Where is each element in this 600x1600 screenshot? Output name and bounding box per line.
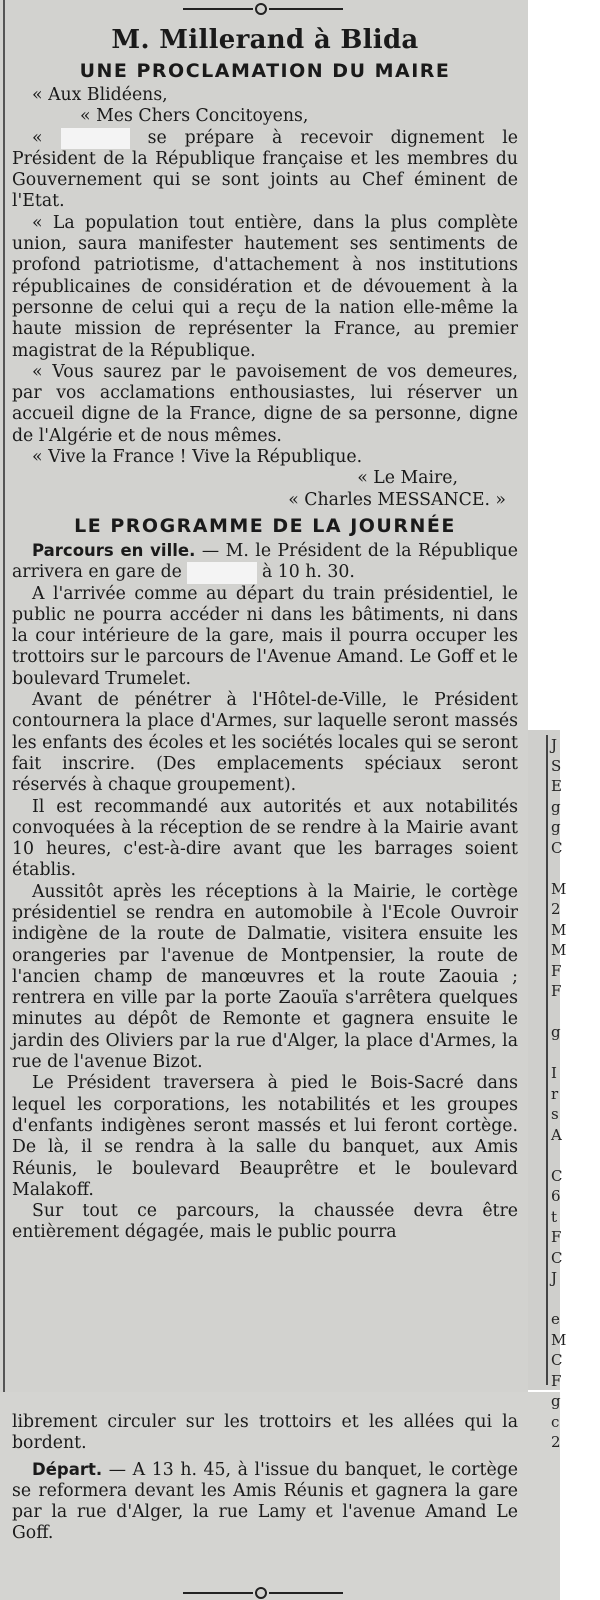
adjacent-column-letter: E xyxy=(551,777,562,795)
redacted-city-name: Blida xyxy=(61,128,130,149)
paragraph-aussitot: Aussitôt après les réceptions à la Mairie, le cortège présidentiel se rendra en automobile à l'Ecole Ouvroir indigène de la route de Dalmatie, visitera ensuite les orangeries par l'avenue de Montpensier, la route de l'ancien champ de manœuvres et la route Zaouia ; rentrera en ville par la porte Zaouïa s'arrêtera quelques minutes au dépôt de Remonte et gagnera ensuite le jardin des Oliviers par la rue d'Alger, la place d'Armes, la rue de l'avenue Bizot. xyxy=(12,881,518,1073)
adjacent-column-letter: C xyxy=(551,1351,563,1369)
article-body xyxy=(12,14,518,1244)
paragraph-parcours xyxy=(12,540,518,584)
adjacent-column-letter: C xyxy=(551,1166,563,1185)
adjacent-column-letter: S xyxy=(551,756,562,775)
signature-title: « Le Maire, xyxy=(357,468,458,489)
column-rule-right xyxy=(546,735,548,1385)
adjacent-column-letter: M xyxy=(551,1330,567,1349)
subtitle-programme: LE PROGRAMME DE LA JOURNÉE xyxy=(74,514,456,537)
adjacent-column-letter: F xyxy=(551,961,562,980)
adjacent-column-letters xyxy=(551,735,567,1451)
adjacent-column-letter: t xyxy=(551,1207,558,1226)
adjacent-column-letter: J xyxy=(551,1269,558,1287)
paragraph-parcours-bottom: librement circuler sur les trottoirs et les allées qui la bordent. xyxy=(12,1412,518,1454)
adjacent-column-letter xyxy=(551,858,563,879)
paragraph-avant: Avant de pénétrer à l'Hôtel-de-Ville, le Président contournera la place d'Armes, sur laquelle seront massés les enfants des écoles et les sociétés locales qui se seront fait inscrire. (Des emplacements spéciaux seront réservés à chaque groupement). xyxy=(12,690,518,796)
adjacent-column-letter: J xyxy=(551,736,558,754)
bottom-ornament-rule xyxy=(183,1586,343,1600)
quote-mark: « xyxy=(32,127,61,148)
column-rule-left xyxy=(3,0,5,1392)
adjacent-column-letter xyxy=(551,1043,563,1064)
parcours-label: Parcours en ville. xyxy=(32,540,196,560)
adjacent-column-letter: A xyxy=(551,1125,562,1144)
adjacent-column-letter: M xyxy=(551,879,567,898)
adjacent-column-letter: I xyxy=(551,1064,557,1082)
adjacent-column-letter: 2 xyxy=(551,900,561,918)
article-body-lower xyxy=(12,1412,518,1545)
parcours-text-b: à 10 h. 30. xyxy=(256,562,355,583)
adjacent-column-letter: M xyxy=(551,920,567,939)
subtitle-proclamation: UNE PROCLAMATION DU MAIRE xyxy=(79,60,451,82)
adjacent-column-letter: e xyxy=(551,1310,560,1328)
paragraph-depart xyxy=(12,1459,518,1545)
paragraph-traversera: Le Président traversera à pied le Bois-Sacré dans lequel les corporations, les notabilités et les groupes d'enfants indigènes seront massés et lui feront cortège. De là, il se rendra à la salle du banquet, aux Amis Réunis, le boulevard Beauprêtre et le boulevard Malakoff. xyxy=(12,1073,518,1200)
adjacent-column-letter: g xyxy=(551,797,561,816)
salutation-1: « Aux Blidéens, xyxy=(32,85,168,105)
depart-label: Départ. xyxy=(32,1459,103,1479)
adjacent-column-letter: 2 xyxy=(551,1433,561,1451)
adjacent-column-letter: M xyxy=(551,941,567,959)
adjacent-column-letter xyxy=(551,1002,563,1023)
adjacent-column-letter xyxy=(551,1145,563,1166)
redacted-city-name-2: Blida xyxy=(187,562,256,583)
adjacent-column-letter: 6 xyxy=(551,1187,561,1205)
vive-la-france: « Vive la France ! Vive la République. xyxy=(32,447,363,468)
paragraph-3: « Vous saurez par le pavoisement de vos demeures, par vos acclamations enthousiastes, lui réserver un accueil digne de la France, digne de sa personne, digne de l'Algérie et de nous mêmes. xyxy=(12,361,518,446)
parcours-text-a: — M. le Président de la République arrivera en gare de xyxy=(12,540,518,583)
article-title: M. Millerand à Blida xyxy=(111,25,419,55)
paragraph-arrivee: A l'arrivée comme au départ du train présidentiel, le public ne pourra accéder ni dans les bâtiments, ni dans la cour intérieure de la gare, mais il pourra occuper les trottoirs sur le parcours de l'Avenue Amand. Le Goff et le boulevard Trumelet. xyxy=(12,583,518,689)
adjacent-column-letter: F xyxy=(551,1228,562,1246)
adjacent-column-letter: C xyxy=(551,1248,563,1267)
adjacent-column-letter: C xyxy=(551,838,563,857)
paragraph-1-text: se prépare à recevoir dignement le Président de la République française et les membres du Gouvernement qui se sont joints au Chef éminent de l'Etat. xyxy=(12,127,518,212)
paragraph-parcours-top: Sur tout ce parcours, la chaussée devra être entièrement dégagée, mais le public pourra xyxy=(12,1201,518,1243)
adjacent-column-letter: g xyxy=(551,818,561,836)
signature-name: « Charles MESSANCE. » xyxy=(288,489,506,510)
adjacent-column-letter: r xyxy=(551,1084,559,1103)
salutation-2: « Mes Chers Concitoyens, xyxy=(80,106,309,127)
adjacent-column-letter: g xyxy=(551,1023,561,1041)
adjacent-column-letter: c xyxy=(551,1412,560,1431)
depart-text: — A 13 h. 45, à l'issue du banquet, le cortège se reformera devant les Amis Réunis et gagnera la gare par la rue d'Alger, la rue Lamy et l'avenue Amand Le Goff. xyxy=(12,1459,518,1544)
paragraph-1 xyxy=(12,128,518,213)
adjacent-column-letter: F xyxy=(551,982,562,1000)
adjacent-column-letter: g xyxy=(551,1392,561,1410)
adjacent-column-letter: s xyxy=(551,1105,559,1123)
adjacent-column-letter xyxy=(551,1289,563,1310)
adjacent-column-letter: F xyxy=(551,1371,562,1390)
paragraph-recommande: Il est recommandé aux autorités et aux notabilités convoquées à la réception de se rendre à la Mairie avant 10 heures, c'est-à-dire avant que les barrages soient établis. xyxy=(12,796,518,881)
paragraph-2: « La population tout entière, dans la plus complète union, saura manifester hautement ses sentiments de profond patriotisme, d'attachement à nos institutions républicaines de considération et de dévouement à la personne de celui qui a reçu de la nation elle-même la haute mission de représenter la France, au premier magistrat de la République. xyxy=(12,212,518,361)
